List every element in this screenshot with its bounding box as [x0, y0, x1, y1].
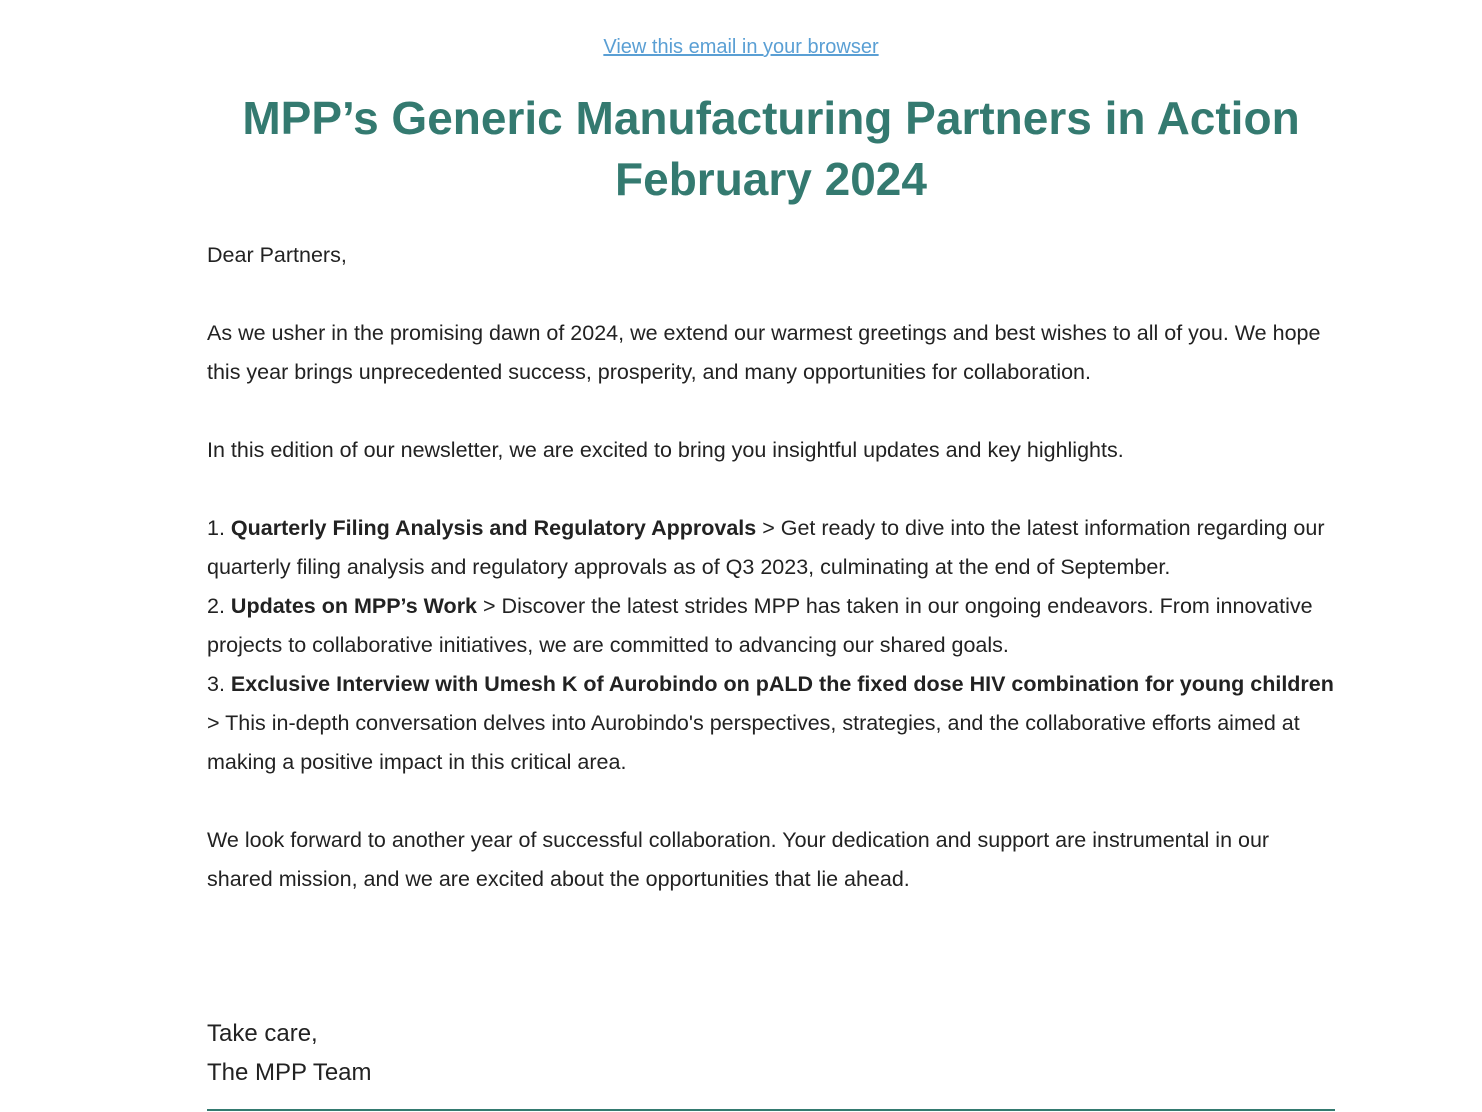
signoff — [207, 1014, 372, 1092]
edition-intro-paragraph: In this edition of our newsletter, we are excited to bring you insightful updates and key highlights. — [207, 438, 1124, 462]
highlight-heading: Exclusive Interview with Umesh K of Aurobindo on pALD the fixed dose HIV combination for young children — [230, 672, 1334, 696]
email-body — [207, 236, 1335, 938]
highlight-heading: Updates on MPP’s Work — [230, 594, 478, 618]
highlight-text: > Get ready to dive into the latest information regarding our quarterly filing analysis and regulatory approvals as of Q3 2023, culminating at the end of September. — [207, 516, 1325, 579]
closing-paragraph: We look forward to another year of successful collaboration. Your dedication and support are instrumental in our shared mission, and we are excited about the opportunities that lie ahead. — [207, 828, 1270, 891]
highlight-item-3 — [207, 665, 1335, 782]
highlights-list — [207, 509, 1335, 782]
highlight-number: 1. — [207, 516, 225, 540]
title-line-1: MPP’s Generic Manufacturing Partners in Action — [242, 92, 1300, 144]
view-in-browser-link[interactable]: View this email in your browser — [603, 36, 879, 58]
highlight-text: > Discover the latest strides MPP has taken in our ongoing endeavors. From innovative projects to collaborative initiatives, we are committed to advancing our shared goals. — [207, 594, 1313, 657]
signoff-line-2: The MPP Team — [207, 1059, 372, 1086]
highlight-item-2 — [207, 587, 1335, 665]
greeting: Dear Partners, — [207, 243, 347, 267]
view-in-browser-container — [0, 36, 1482, 59]
highlight-text: > This in-depth conversation delves into Aurobindo's perspectives, strategies, and the collaborative efforts aimed at making a positive impact in this critical area. — [207, 711, 1300, 774]
highlight-heading: Quarterly Filing Analysis and Regulatory Approvals — [230, 516, 757, 540]
title-line-2: February 2024 — [615, 153, 927, 205]
divider-rule — [207, 1109, 1335, 1111]
highlight-number: 3. — [207, 672, 225, 696]
intro-paragraph: As we usher in the promising dawn of 2024, we extend our warmest greetings and best wishes to all of you. We hope this year brings unprecedented success, prosperity, and many opportunities for collaboration. — [207, 321, 1321, 384]
highlight-number: 2. — [207, 594, 225, 618]
newsletter-title — [207, 88, 1335, 210]
signoff-line-1: Take care, — [207, 1020, 318, 1047]
highlight-item-1 — [207, 509, 1335, 587]
